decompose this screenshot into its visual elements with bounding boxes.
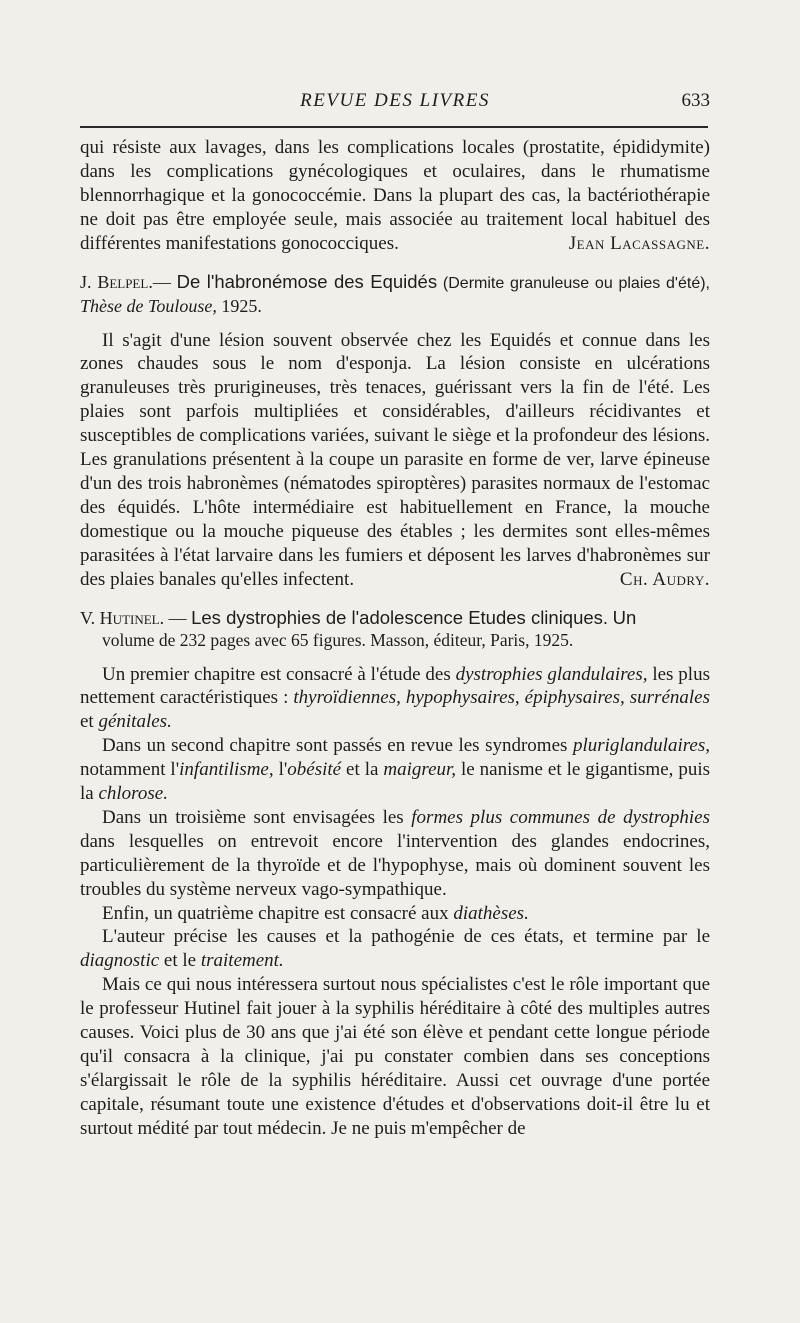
review-3-paragraph-4 xyxy=(80,902,710,926)
review-3-author: V. Hutinel. xyxy=(80,607,165,628)
text-run: et la xyxy=(341,759,384,781)
text-run: dans lesquelles on entrevoit encore l'intervention des glandes endocrines, particulièrement de la thyroïde et de l'hypophyse, mais où dominent souvent les troubles du système nerveux vago-sympathique. xyxy=(80,830,710,900)
review-2-heading xyxy=(80,271,710,317)
page-number: 633 xyxy=(681,90,710,111)
review-3 xyxy=(80,607,710,1141)
review-3-dash: — xyxy=(164,607,192,628)
review-2-author: J. Belpel. xyxy=(80,271,153,292)
review-2-dash: — xyxy=(152,271,177,292)
review-2-title: De l'habronémose des Equidés xyxy=(176,270,438,292)
italic-run: diathèses. xyxy=(453,902,529,924)
text-run: Dans un second chapitre sont passés en revue les syndromes xyxy=(102,735,573,757)
italic-run: infantilisme, xyxy=(179,759,274,781)
text-run: et le xyxy=(159,950,201,972)
page-body xyxy=(80,136,710,1141)
italic-run: thyroïdiennes, hypophysaires, épiphysaires, surrénales xyxy=(293,687,710,709)
italic-run: génitales. xyxy=(98,711,172,733)
running-title: REVUE DES LIVRES xyxy=(300,90,490,111)
header-rule xyxy=(80,126,708,128)
review-2-paragraph xyxy=(80,329,710,592)
review-3-paragraph-2 xyxy=(80,734,710,806)
italic-run: maigreur, xyxy=(383,759,457,781)
review-3-heading xyxy=(80,607,710,629)
text-run: le nanisme et le gigantisme, puis la xyxy=(80,759,710,805)
review-3-paragraph-6: Mais ce qui nous intéressera surtout nous spécialistes c'est le rôle important que le professeur Hutinel fait jouer à la syphilis héréditaire à côté des multiples autres causes. Voici plus de 30 ans que j'ai été son élève et pendant cette longue période qu'il consacra à la clinique, j'ai pu constater combien dans ses conceptions s'élargissait le rôle de la syphilis héréditaire. Aussi cet ouvrage d'une portée capitale, résumant toute une existence d'études et d'observations doit-il être lu et surtout médité par tout médecin. Je ne puis m'empêcher de xyxy=(80,974,710,1139)
italic-run: dystrophies glandulaires, xyxy=(455,663,648,685)
italic-run: pluriglandulaires, xyxy=(572,735,710,757)
review-3-title: Les dystrophies de l'adolescence Etudes cliniques. xyxy=(191,606,609,628)
text-run: Dans un troisième sont envisagées les xyxy=(102,806,412,828)
page-header xyxy=(80,90,710,120)
review-3-meta: volume de 232 pages avec 65 figures. Masson, éditeur, Paris, 1925. xyxy=(102,629,574,650)
italic-run: formes plus communes de dystrophies xyxy=(411,806,710,828)
review-3-paragraph-1 xyxy=(80,663,710,735)
text-run: notamment l' xyxy=(80,759,180,781)
review-3-paragraph-3 xyxy=(80,806,710,902)
text-run: et xyxy=(80,711,99,733)
text-run: L'auteur précise les causes et la pathogénie de ces états, et termine par le xyxy=(102,926,710,948)
text-run: Un premier chapitre est consacré à l'étude des xyxy=(102,663,456,685)
review-2-year: 1925. xyxy=(221,295,262,316)
text-run: les plus nettement caractéristiques : xyxy=(80,663,710,709)
italic-run: traitement. xyxy=(200,950,284,972)
italic-run: diagnostic xyxy=(80,950,160,972)
review-1-paragraph xyxy=(80,136,710,256)
text-run: l' xyxy=(273,759,288,781)
review-3-meta-start: Un xyxy=(612,606,637,628)
review-3-paragraph-5 xyxy=(80,925,710,973)
review-2-thesis: Thèse de Toulouse, xyxy=(80,295,217,316)
text-run: Enfin, un quatrième chapitre est consacré aux xyxy=(102,902,454,924)
review-2 xyxy=(80,271,710,592)
review-2-subtitle: (Dermite granuleuse ou plaies d'été), xyxy=(442,274,711,292)
review-1-signature: Jean Lacassagne. xyxy=(568,232,710,254)
review-1-text: qui résiste aux lavages, dans les complications locales (prostatite, épididymite) dans les complications gynécologiques et oculaires, dans le rhumatisme blennorrhagique et la gonococcémie. Dans la plupart des cas, la bactériothérapie ne doit pas être employée seule, mais associée au traitement local habituel des différentes manifestations gonococciques. xyxy=(80,137,710,254)
italic-run: obésité xyxy=(287,759,342,781)
review-2-text: Il s'agit d'une lésion souvent observée chez les Equidés et connue dans les zones chaudes sous le nom d'esponja. La lésion consiste en ulcérations granuleuses très prurigineuses, très tenaces, guérissant vers la fin de l'été. Les plaies sont parfois multipliées et considérables, d'ailleurs récidivantes et susceptibles de complications variées, suivant le siège et la profondeur des lésions. Les granulations présentent à la coupe un parasite en forme de ver, larve épineuse d'un des trois habronèmes (nématodes spiroptères) parasites normaux de l'estomac des équidés. L'hôte intermédiaire est habituellement en France, la mouche domestique ou la mouche piqueuse des étables ; les dermites sont elles-mêmes parasitées à l'état larvaire dans les fumiers et déposent les larves d'habronèmes sur des plaies banales qu'elles infectent. xyxy=(80,329,710,590)
italic-run: chlorose. xyxy=(98,783,168,805)
review-2-signature: Ch. Audry. xyxy=(619,568,710,590)
